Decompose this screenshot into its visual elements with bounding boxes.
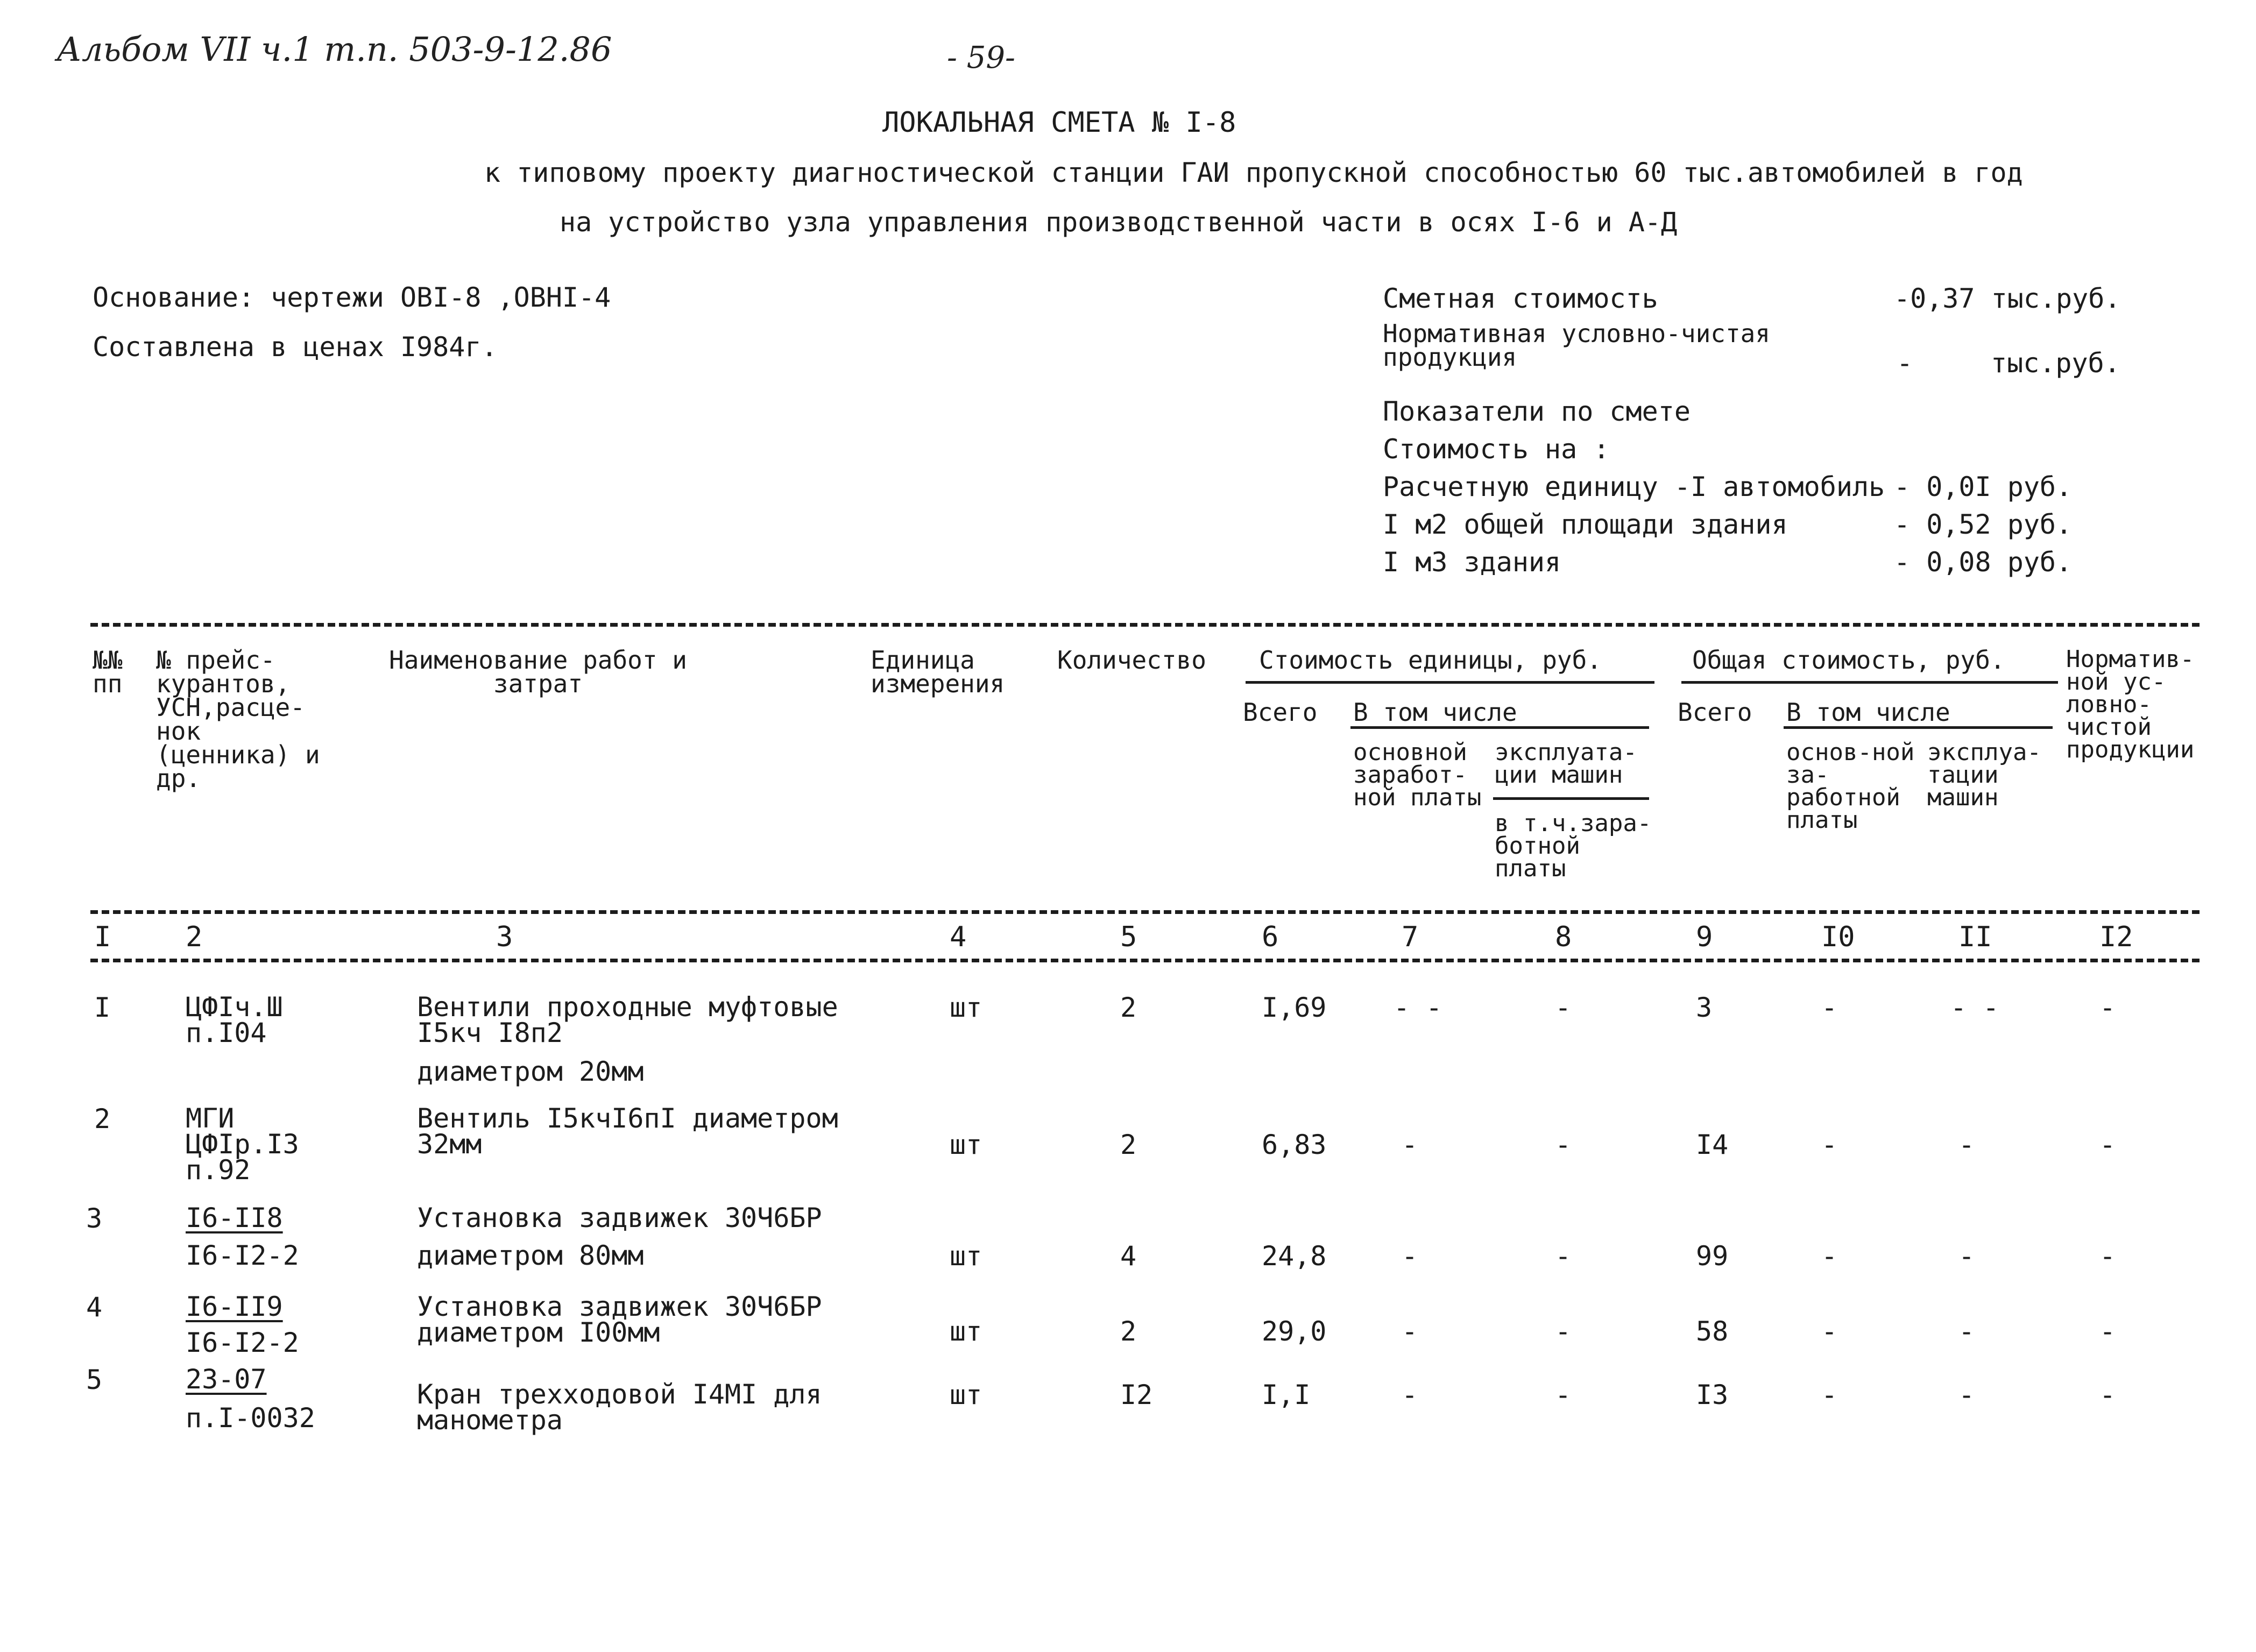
header-unit-wages: основной заработ-ной платы — [1353, 739, 1482, 811]
row-total-wages: - — [1821, 1316, 1838, 1347]
row-unit: шт — [950, 1379, 982, 1410]
row-normative: - — [2099, 992, 2116, 1023]
page-number: - 59- — [947, 40, 1015, 75]
unit-incl-rule — [1350, 726, 1649, 729]
row-total-wages: - — [1821, 1129, 1838, 1160]
row-total-machines: - - — [1950, 992, 1999, 1023]
row-total: I4 — [1696, 1129, 1729, 1160]
row-work-name: Установка задвижек 30Ч6БР — [417, 1202, 822, 1233]
row-code: ЦФIч.Ш — [186, 991, 283, 1023]
header-row-number: №№ пп — [93, 646, 123, 698]
row-total-machines: - — [1958, 1316, 1975, 1347]
column-numbers-bottom-dash-rule — [90, 959, 2200, 962]
row-number: I — [94, 992, 111, 1023]
row-unit-machines: - — [1555, 1129, 1572, 1160]
row-unit-machines: - — [1555, 1316, 1572, 1347]
header-price-reference: № прейс-курантов, УСН,расце-нок (ценника) и др. — [156, 646, 320, 793]
row-quantity: 2 — [1120, 992, 1137, 1023]
header-normative-product: Норматив-ной ус-ловно-чистой продукции — [2066, 646, 2195, 763]
cost-label: Сметная стоимость — [1383, 283, 1658, 314]
row-code: I6-II9 — [186, 1291, 283, 1322]
header-unit-cost-group: Стоимость единицы, руб. — [1259, 646, 1602, 675]
row-total: 3 — [1696, 992, 1713, 1023]
row-quantity: 2 — [1120, 1129, 1137, 1160]
handwritten-album-note: Альбом VII ч.1 т.п. 503-9-12.86 — [56, 30, 612, 69]
row-code: п.I-0032 — [186, 1402, 315, 1434]
row-total-wages: - — [1821, 1379, 1838, 1410]
basis-text: Основание: чертежи ОВI-8 ,ОВНI-4 — [93, 282, 611, 313]
row-work-name-cont: диаметром 80мм — [417, 1240, 644, 1271]
doc-title: ЛОКАЛЬНАЯ СМЕТА № I-8 — [882, 107, 1236, 139]
per-m2-value: - 0,52 руб. — [1894, 509, 2073, 540]
row-number: 5 — [86, 1364, 103, 1395]
row-unit: шт — [950, 1129, 982, 1160]
per-m3-value: - 0,08 руб. — [1894, 547, 2073, 578]
column-number: 4 — [950, 921, 967, 953]
normative-value: - — [1897, 348, 1913, 379]
total-cost-group-rule — [1681, 681, 2058, 684]
header-total-incl: В том числе — [1786, 698, 1950, 727]
column-number: 8 — [1555, 921, 1572, 953]
header-total-total: Всего — [1678, 698, 1752, 727]
row-unit-total: 24,8 — [1262, 1240, 1327, 1272]
row-unit-total: 6,83 — [1262, 1129, 1327, 1160]
row-unit-machines: - — [1555, 1379, 1572, 1410]
subtitle-line-1: к типовому проекту диагностической станции ГАИ пропускной способностью 60 тыс.автомобилей в год — [484, 157, 2023, 188]
row-code: ЦФIр.I3 — [186, 1129, 299, 1160]
row-unit-total: 29,0 — [1262, 1316, 1327, 1347]
header-unit-machines: эксплуата-ции машин — [1495, 739, 1637, 789]
row-total: 99 — [1696, 1240, 1729, 1272]
row-number: 4 — [86, 1292, 103, 1323]
column-number: 9 — [1696, 921, 1713, 953]
header-total-wages: основ-ной за-работной платы — [1786, 739, 1915, 834]
row-unit-total: I,69 — [1262, 992, 1327, 1023]
row-total-wages: - — [1821, 1240, 1838, 1272]
per-unit-value: - 0,0I руб. — [1894, 471, 2073, 502]
row-work-name: Вентиль I5кчI6пI диаметром 32мм — [417, 1103, 838, 1160]
row-code: 23-07 — [186, 1364, 267, 1395]
header-unit-incl: В том числе — [1353, 698, 1517, 727]
row-normative: - — [2099, 1316, 2116, 1347]
column-number: 6 — [1262, 921, 1279, 953]
row-work-name-cont: диаметром 20мм — [417, 1056, 644, 1087]
row-unit-machines: - — [1555, 992, 1572, 1023]
row-unit-wages: - — [1402, 1379, 1418, 1410]
column-number: 3 — [496, 921, 513, 953]
row-number: 2 — [94, 1103, 111, 1135]
row-total-wages: - — [1821, 992, 1838, 1023]
column-number: I — [94, 921, 111, 953]
row-unit-machines: - — [1555, 1240, 1572, 1272]
header-unit-total: Всего — [1243, 698, 1318, 727]
row-total: 58 — [1696, 1316, 1729, 1347]
unit-machines-rule — [1493, 797, 1649, 800]
header-quantity: Количество — [1057, 646, 1206, 675]
row-unit-wages: - - — [1394, 992, 1442, 1023]
row-quantity: 4 — [1120, 1240, 1137, 1272]
row-code: МГИ — [186, 1103, 235, 1134]
row-normative: - — [2099, 1379, 2116, 1410]
cost-per-label: Стоимость на : — [1383, 434, 1610, 465]
total-incl-rule — [1784, 726, 2053, 729]
row-quantity: 2 — [1120, 1316, 1137, 1347]
column-number: I2 — [2099, 921, 2133, 953]
row-number: 3 — [86, 1203, 103, 1234]
header-unit-machines-wages: в т.ч.зара-ботной платы — [1495, 810, 1652, 882]
row-unit-wages: - — [1402, 1316, 1418, 1347]
column-number: 7 — [1402, 921, 1419, 953]
subtitle-line-2: на устройство узла управления производственной части в осях I-6 и А-Д — [560, 207, 1678, 238]
header-total-machines: эксплуа-тации машин — [1927, 739, 2041, 811]
row-total-machines: - — [1958, 1129, 1975, 1160]
unit-cost-group-rule — [1246, 681, 1654, 684]
normative-label: Нормативная условно-чистая продукция — [1383, 319, 1771, 372]
row-work-name: Вентили проходные муфтовые I5кч I8п2 — [417, 991, 838, 1048]
row-total-machines: - — [1958, 1240, 1975, 1272]
normative-unit: тыс.руб. — [1991, 348, 2120, 379]
row-quantity: I2 — [1120, 1379, 1153, 1410]
cost-value: -0,37 тыс.руб. — [1894, 283, 2121, 314]
per-m3-label: I м3 здания — [1383, 547, 1561, 578]
row-work-name: Установка задвижек 30Ч6БР диаметром I00мм — [417, 1291, 822, 1348]
row-unit: шт — [950, 992, 982, 1023]
prices-year-text: Составлена в ценах I984г. — [93, 331, 498, 363]
header-total-cost-group: Общая стоимость, руб. — [1692, 646, 2005, 675]
row-normative: - — [2099, 1129, 2116, 1160]
row-work-name: Кран трехходовой I4МI для манометра — [417, 1379, 822, 1436]
row-normative: - — [2099, 1240, 2116, 1272]
row-unit: шт — [950, 1240, 982, 1272]
row-unit-wages: - — [1402, 1129, 1418, 1160]
row-unit-total: I,I — [1262, 1379, 1311, 1410]
row-unit-wages: - — [1402, 1240, 1418, 1272]
column-number: 2 — [186, 921, 203, 953]
row-code: I6-I2-2 — [186, 1240, 299, 1271]
table-top-dash-rule — [90, 623, 2200, 627]
column-number: 5 — [1120, 921, 1137, 953]
header-bottom-dash-rule — [90, 910, 2200, 914]
row-code: п.92 — [186, 1154, 251, 1186]
header-unit: Единица измерения — [871, 646, 1005, 698]
column-number: II — [1958, 921, 1992, 953]
per-m2-label: I м2 общей площади здания — [1383, 509, 1788, 540]
per-unit-label: Расчетную единицу -I автомобиль — [1383, 471, 1885, 502]
row-unit: шт — [950, 1316, 982, 1347]
column-number: I0 — [1821, 921, 1855, 953]
header-work-name: Наименование работ и затрат — [389, 646, 687, 698]
row-code: I6-I2-2 — [186, 1327, 299, 1358]
row-total-machines: - — [1958, 1379, 1975, 1410]
indicators-label: Показатели по смете — [1383, 396, 1691, 427]
row-code: п.I04 — [186, 1017, 267, 1048]
row-total: I3 — [1696, 1379, 1729, 1410]
row-code: I6-II8 — [186, 1202, 283, 1233]
